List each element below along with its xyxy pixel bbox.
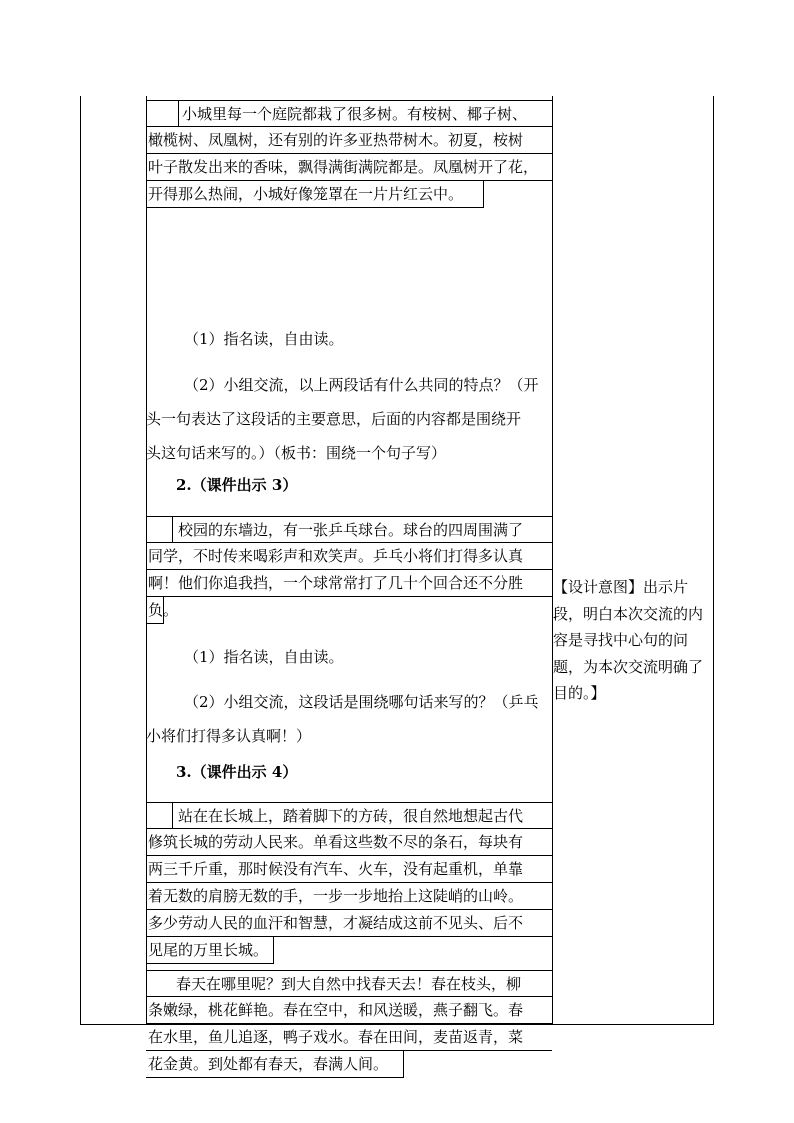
passage-line: 校园的东墙边，有一张乒乓球台。球台的四周围满了 (146, 516, 552, 543)
passage-line: 同学，不时传来喝彩声和欢笑声。乒乓小将们打得多认真 (146, 543, 552, 570)
passage-line: 在水里，鱼儿追逐，鸭子戏水。春在田间，麦苗返青，菜 (146, 1024, 552, 1051)
passage-box-2 (146, 516, 552, 624)
table-col-divider-2 (552, 96, 553, 1025)
passage-line: 橄榄树、凤凰树，还有别的许多亚热带树木。初夏，桉树 (146, 127, 552, 154)
heading-courseware-4: 3.（课件出示 4） (176, 763, 298, 781)
table-left-border (80, 96, 81, 1025)
passage-line: 负。 (146, 597, 164, 624)
passage-box-1 (146, 100, 552, 208)
step2-read: （1）指名读，自由读。 (184, 648, 344, 666)
step1-discussion: （2）小组交流，以上两段话有什么共同的特点？（开 头一句表达了这段话的主要意思，后面的内容都是围绕开 头这句话来写的。）（板书：围绕一个句子写） (146, 376, 539, 462)
passage-line: 叶子散发出来的香味，飘得满街满院都是。凤凰树开了花， (146, 154, 552, 181)
design-intent-note: 【设计意图】出示片段，明白本次交流的内容是寻找中心句的问题，为本次交流明确了目的。】 (553, 578, 704, 702)
passage-line: 啊！他们你追我挡，一个球常常打了几十个回合还不分胜 (146, 570, 552, 597)
passage-line: 开得那么热闹，小城好像笼罩在一片片红云中。 (146, 181, 484, 208)
heading-courseware-3: 2.（课件出示 3） (176, 476, 298, 494)
passage-line: 多少劳动人民的血汗和智慧，才凝结成这前不见头、后不 (146, 910, 552, 937)
passage-line: 小城里每一个庭院都栽了很多树。有桉树、椰子树、 (146, 100, 552, 127)
passage-line: 修筑长城的劳动人民来。单看这些数不尽的条石，每块有 (146, 829, 552, 856)
passage-line: 花金黄。到处都有春天，春满人间。 (146, 1051, 404, 1078)
passage-line: 两三千斤重，那时候没有汽车、火车，没有起重机，单靠 (146, 856, 552, 883)
passage-line: 见尾的万里长城。 (146, 937, 274, 964)
passage-box-4 (146, 970, 552, 1078)
step2-discussion: （2）小组交流，这段话是围绕哪句话来写的？（乒乓 小将们打得多认真啊！） (146, 693, 539, 745)
passage-box-3 (146, 802, 552, 964)
passage-line: 条嫩绿，桃花鲜艳。春在空中，和风送暖，燕子翻飞。春 (146, 997, 552, 1024)
passage-line: 站在在长城上，踏着脚下的方砖，很自然地想起古代 (146, 802, 552, 829)
passage-line: 着无数的肩膀无数的手，一步一步地抬上这陡峭的山岭。 (146, 883, 552, 910)
step1-read: （1）指名读，自由读。 (184, 330, 344, 348)
table-right-border (713, 96, 714, 1025)
passage-line: 春天在哪里呢？到大自然中找春天去！春在枝头，柳 (146, 970, 552, 997)
